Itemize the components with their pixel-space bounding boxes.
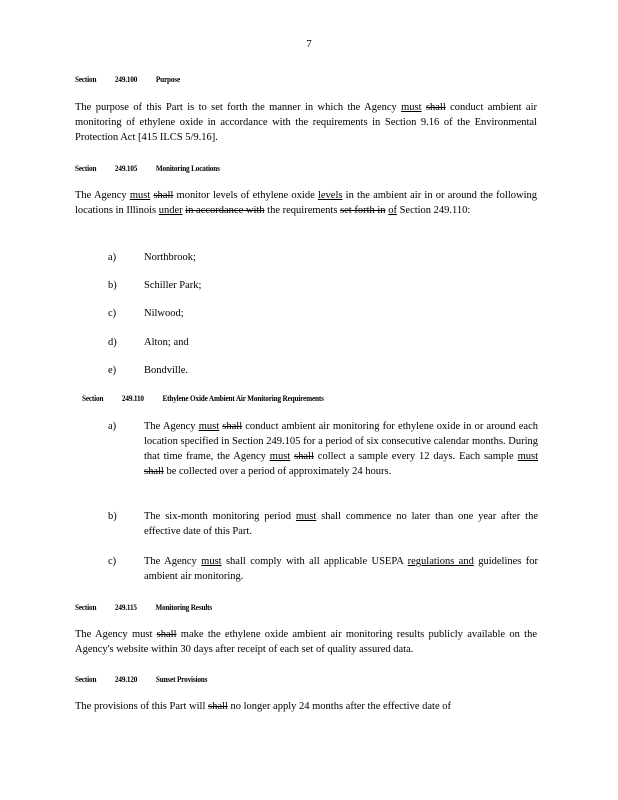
section-label: Section: [82, 393, 104, 403]
list-item-label: e): [108, 365, 117, 376]
text-run: The purpose of this Part is to set forth the manner in which the Agency: [75, 102, 402, 113]
section-heading-249-105: [75, 163, 237, 173]
deleted-text: in accordance with: [185, 205, 265, 216]
section-heading-249-100: [75, 74, 197, 84]
list-item-label: c): [108, 556, 117, 567]
text-run: conduct ambient air monitoring for ethylene oxide in or around each location specified in Section 249.105 for a period of six consecutive calendar months. During that time frame, the Agency: [144, 421, 538, 462]
inserted-text: under: [158, 205, 183, 216]
deleted-text: shall: [208, 701, 228, 712]
list-item-text: [144, 419, 538, 479]
text-run: The Agency must: [75, 629, 157, 640]
list-item-label: d): [108, 337, 117, 348]
text-run: shall commence no later than one year after the effective date of this Part.: [144, 511, 538, 537]
deleted-text: shall: [153, 190, 174, 201]
text-run: make the ethylene oxide ambient air monitoring results publicly available on the Agency's website within 30 days after receipt of each set of quality assured data.: [75, 629, 537, 655]
list-item-text: [144, 509, 538, 539]
text-run: no longer apply 24 months after the effective date of: [227, 701, 451, 712]
paragraph-249-115: [75, 627, 537, 657]
section-title: Monitoring Locations: [155, 163, 220, 173]
paragraph-249-120: [75, 699, 537, 714]
list-item-label: b): [108, 511, 117, 522]
text-run: the requirements: [264, 205, 341, 216]
inserted-text: must: [129, 190, 151, 201]
text-run: The Agency: [75, 190, 130, 201]
list-item-text: Northbrook;: [144, 252, 196, 263]
deleted-text: shall: [294, 451, 314, 462]
text-run: The provisions of this Part will: [75, 701, 208, 712]
section-label: Section: [75, 674, 97, 684]
text-run: The Agency: [144, 556, 202, 567]
section-title: Purpose: [155, 74, 180, 84]
text-run: The six-month monitoring period: [144, 511, 296, 522]
section-title: Monitoring Results: [155, 602, 213, 612]
section-heading-249-110: [82, 393, 341, 403]
text-run: shall comply with all applicable USEPA: [221, 556, 408, 567]
section-number: 249.110: [121, 393, 144, 403]
section-label: Section: [75, 163, 97, 173]
inserted-text: must: [401, 102, 422, 113]
list-item-label: a): [108, 421, 117, 432]
text-run: collect a sample every 12 days. Each sample: [313, 451, 518, 462]
text-run: in the ambient air in or around the following locations in Illinois: [75, 190, 537, 216]
inserted-text: must: [295, 511, 317, 522]
text-run: guidelines for ambient air monitoring.: [144, 556, 538, 582]
inserted-text: of: [388, 205, 397, 216]
list-item-label: b): [108, 280, 117, 291]
list-item-label: a): [108, 252, 117, 263]
section-label: Section: [75, 602, 97, 612]
text-run: The Agency: [144, 421, 199, 432]
text-run: be collected over a period of approximately 24 hours.: [163, 466, 392, 477]
inserted-text: must: [201, 556, 222, 567]
inserted-text: must: [517, 451, 538, 462]
section-heading-249-120: [75, 674, 224, 684]
list-item-text: Nilwood;: [144, 308, 184, 319]
section-number: 249.120: [114, 674, 138, 684]
list-item-text: Schiller Park;: [144, 280, 202, 291]
section-title: Ethylene Oxide Ambient Air Monitoring Requirements: [162, 393, 324, 403]
section-heading-249-115: [75, 602, 229, 612]
list-item-label: c): [108, 308, 117, 319]
inserted-text: regulations and: [407, 556, 474, 567]
inserted-text: must: [198, 421, 220, 432]
list-item-text: Bondville.: [144, 365, 189, 376]
inserted-text: levels: [317, 190, 343, 201]
list-item-text: Alton; and: [144, 337, 189, 348]
deleted-text: shall: [222, 421, 243, 432]
section-title: Sunset Provisions: [155, 674, 208, 684]
paragraph-249-105: [75, 188, 537, 218]
section-label: Section: [75, 74, 97, 84]
inserted-text: must: [269, 451, 291, 462]
list-item-text: [144, 554, 538, 584]
text-run: conduct ambient air monitoring of ethylene oxide in accordance with the requirements in Section 9.16 of the Environmental Protection Act [415 ILCS 5/9.16].: [75, 102, 538, 143]
page-number: 7: [306, 38, 312, 50]
text-run: Section 249.110:: [396, 205, 471, 216]
section-number: 249.100: [114, 74, 138, 84]
deleted-text: shall: [425, 102, 446, 113]
paragraph-249-100: [75, 100, 537, 145]
deleted-text: set forth in: [340, 205, 386, 216]
section-number: 249.105: [114, 163, 138, 173]
section-number: 249.115: [114, 602, 137, 612]
deleted-text: shall: [156, 629, 177, 640]
deleted-text: shall: [144, 466, 164, 477]
text-run: monitor levels of ethylene oxide: [173, 190, 318, 201]
